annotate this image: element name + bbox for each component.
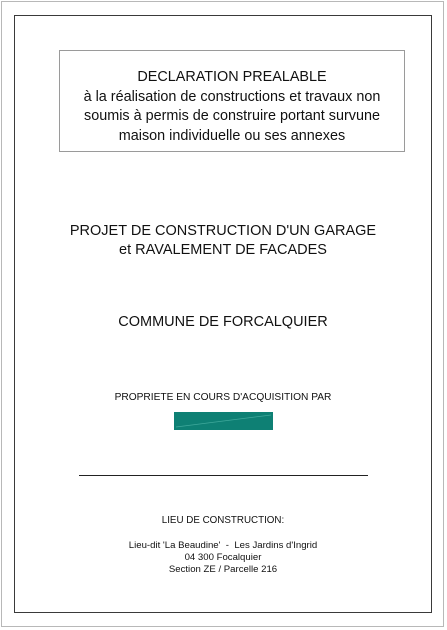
address-line-1: Lieu-dit 'La Beaudine' - Les Jardins d'Ingrid: [128, 540, 318, 551]
section-divider: [79, 475, 368, 476]
declaration-title: DECLARATION PREALABLE: [137, 69, 327, 85]
address-line-2: 04 300 Focalquier: [184, 552, 262, 563]
owner-label: PROPRIETE EN COURS D'ACQUISITION PAR: [114, 392, 332, 403]
project-title: [14, 222, 432, 259]
declaration-subtitle-line-1: à la réalisation de constructions et travaux non: [83, 88, 381, 105]
declaration-subtitle-line-2: soumis à permis de construire portant survune: [84, 108, 380, 124]
declaration-subtitle-line-3: maison individuelle ou ses annexes: [118, 127, 346, 144]
redaction-stroke: [174, 412, 273, 430]
owner-name-redaction: [174, 412, 273, 430]
address-line-3: Section ZE / Parcelle 216: [168, 564, 278, 575]
commune-name: COMMUNE DE FORCALQUIER: [118, 314, 328, 330]
declaration-box: [59, 50, 405, 152]
project-title-line-1: PROJET DE CONSTRUCTION D'UN GARAGE: [69, 223, 377, 239]
construction-address: [14, 540, 432, 576]
construction-site-label: LIEU DE CONSTRUCTION:: [161, 515, 285, 526]
project-title-line-2: et RAVALEMENT DE FACADES: [119, 241, 327, 258]
